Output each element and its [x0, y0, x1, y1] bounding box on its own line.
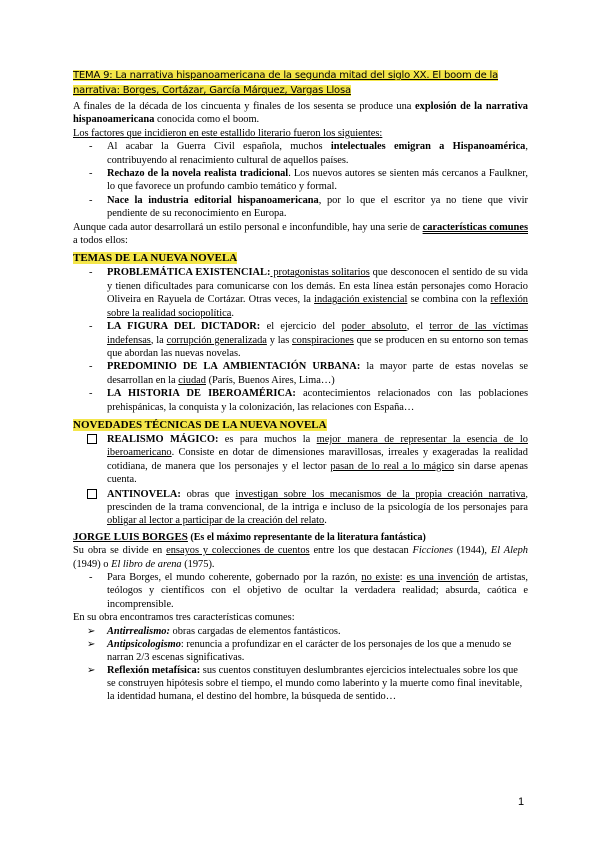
list-item: - PREDOMINIO DE LA AMBIENTACIÓN URBANA: la mayor parte de estas novelas se desarrollan en la ciudad (París, Buenos Aires, Lima…) — [107, 360, 528, 387]
page-number: 1 — [518, 796, 525, 808]
temas-list — [73, 266, 528, 413]
novedades-list — [73, 433, 528, 528]
list-item: - Nace la industria editorial hispanoamericana, por lo que el escritor ya no tiene que vivir pendiente de su reconocimiento en Europa. — [107, 194, 528, 221]
characteristics-paragraph: Aunque cada autor desarrollará un estilo personal e inconfundible, hay una serie de características comunes a todos ellos: — [73, 221, 528, 247]
list-item: - LA HISTORIA DE IBEROAMÉRICA: acontecimientos relacionados con las poblaciones prehispánicas, la conquista y la colonización, las relaciones con España… — [107, 387, 528, 414]
checkbox-icon — [87, 434, 97, 444]
arrow-bullet-icon: ➢ — [87, 664, 96, 676]
document-page — [73, 68, 528, 703]
checkbox-icon — [87, 489, 97, 499]
borges-heading: JORGE LUIS BORGES (Es el máximo representante de la literatura fantástica) — [73, 530, 426, 543]
list-item: - Rechazo de la novela realista tradicional. Los nuevos autores se sienten más cercanos a Faulkner, lo que favorece un profundo cambio temático y formal. — [107, 167, 528, 194]
list-item: ➢ Antirrealismo: obras cargadas de elementos fantásticos. — [87, 625, 341, 637]
borges-features-list — [73, 625, 528, 703]
factors-list — [73, 140, 528, 220]
borges-features-intro: En su obra encontramos tres características comunes: — [73, 612, 295, 624]
section-heading-temas: TEMAS DE LA NUEVA NOVELA — [73, 252, 238, 265]
list-item: - PROBLEMÁTICA EXISTENCIAL: protagonistas solitarios que desconocen el sentido de su vida y tienen dificultades para comunicarse con los demás. En esta línea están personajes como Horacio Oliveira en Rayuela de Cortázar. Otras veces, la indagación existencial se combina con la reflexión sobre la realidad sociopolítica. — [107, 266, 528, 320]
list-item: ANTINOVELA: obras que investigan sobre los mecanismos de la propia creación narrativa, prescinden de la trama convencional, de la intriga e incluso de la psicología de los personajes para obligar al lector a participar de la creación del relato. — [107, 488, 528, 528]
arrow-bullet-icon: ➢ — [87, 625, 96, 637]
list-item: ➢ Reflexión metafísica: sus cuentos constituyen deslumbrantes ejercicios intelectuales sobre los que se construyen hipótesis sobre el tiempo, el mundo como laberinto y la muerte como final inevitable, la identidad humana, el destino del hombre, la búsqueda de sentido… — [87, 664, 523, 702]
list-item: - Al acabar la Guerra Civil española, muchos intelectuales emigran a Hispanoamérica, contribuyendo al renacimiento cultural de aquellos países. — [107, 140, 528, 167]
page-title: TEMA 9: La narrativa hispanoamericana de la segunda mitad del siglo XX. El boom de la narrativa: Borges, Cortázar, García Márquez, Vargas Llosa — [73, 70, 499, 96]
arrow-bullet-icon: ➢ — [87, 638, 96, 650]
list-item: REALISMO MÁGICO: es para muchos la mejor manera de representar la esencia de lo iberoamericano. Consiste en dotar de dimensiones maravillosas, irreales y exageradas la realidad cotidiana, de manera que los personajes y el lector pasan de lo real a lo mágico sin darse apenas cuenta. — [107, 433, 528, 487]
list-item: - LA FIGURA DEL DICTADOR: el ejercicio del poder absoluto, el terror de las víctimas indefensas, la corrupción generalizada y las conspiraciones que se producen en su entorno son temas que abordan las nuevas novelas. — [107, 320, 528, 360]
intro-paragraph: A finales de la década de los cincuenta y finales de los sesenta se produce una explosión de la narrativa hispanoamericana conocida como el boom. — [73, 101, 528, 126]
borges-paragraph: Su obra se divide en ensayos y colecciones de cuentos entre los que destacan Ficciones (1944), El Aleph (1949) o El libro de arena (1975). — [73, 545, 529, 570]
borges-list — [73, 571, 528, 611]
section-heading-novedades: NOVEDADES TÉCNICAS DE LA NUEVA NOVELA — [73, 418, 327, 431]
factors-heading: Los factores que incidieron en este estallido literario fueron los siguientes: — [73, 127, 383, 139]
list-item: ➢ Antipsicologismo: renuncia a profundizar en el carácter de los personajes de los que a menudo se narran 2/3 escenas significativas. — [87, 638, 512, 663]
list-item: - Para Borges, el mundo coherente, gobernado por la razón, no existe: es una invención de artistas, teólogos y científicos con el objetivo de ocultar la verdadera realidad; absurda, caótica e incomprensible. — [107, 571, 528, 611]
